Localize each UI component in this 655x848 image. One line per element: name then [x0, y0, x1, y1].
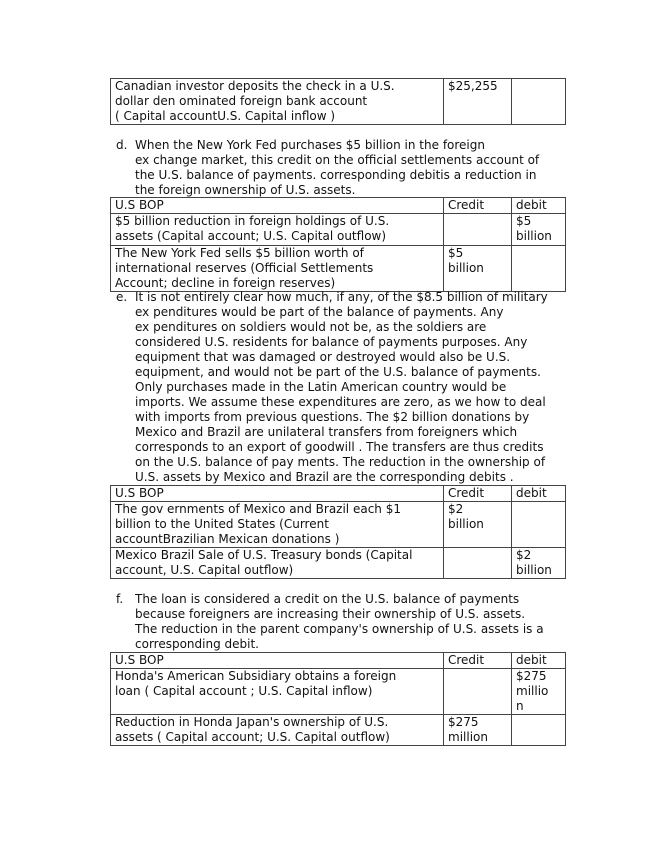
text-line: assets (Capital account; U.S. Capital outflow): [115, 229, 387, 243]
text-line: Credit: [448, 653, 485, 667]
text-line: corresponding debit.: [135, 637, 259, 651]
text-line: It is not entirely clear how much, if any, of the $8.5 billion of military: [135, 290, 548, 304]
paragraph-body: [135, 138, 539, 198]
paragraph-body: [135, 290, 548, 485]
debit-cell: [512, 486, 566, 502]
desc-cell: [111, 214, 444, 246]
text-line: ( Capital accountU.S. Capital inflow ): [115, 109, 336, 123]
text-line: the foreign ownership of U.S. assets.: [135, 183, 356, 197]
debit-cell: [512, 214, 566, 246]
list-marker: f.: [116, 592, 124, 606]
text-line: debit: [516, 486, 547, 500]
text-line: millio: [516, 684, 549, 698]
text-line: corresponds to an export of goodwill . The transfers are thus credits: [135, 440, 544, 454]
paragraph-body: [135, 592, 544, 652]
text-line: debit: [516, 198, 547, 212]
text-line: n: [516, 699, 524, 713]
text-line: Only purchases made in the Latin American country would be: [135, 380, 507, 394]
text-line: Credit: [448, 486, 485, 500]
bop-table-e: [110, 485, 566, 579]
desc-cell: [111, 715, 444, 746]
text-line: with imports from previous questions. The $2 billion donations by: [135, 410, 530, 424]
text-line: imports. We assume these expenditures are zero, as we how to deal: [135, 395, 546, 409]
text-line: $2: [448, 502, 464, 516]
debit-cell: [512, 669, 566, 715]
table-row: [111, 715, 566, 746]
paragraph-f: [116, 592, 544, 652]
text-line: because foreigners are increasing their ownership of U.S. assets.: [135, 607, 526, 621]
bop-table-d: [110, 197, 566, 292]
text-line: dollar den ominated foreign bank account: [115, 94, 368, 108]
text-line: international reserves (Official Settlements: [115, 261, 374, 275]
text-line: loan ( Capital account ; U.S. Capital inflow): [115, 684, 373, 698]
text-line: on the U.S. balance of pay ments. The reduction in the ownership of: [135, 455, 546, 469]
debit-cell: [512, 79, 566, 125]
desc-cell: [111, 486, 444, 502]
text-line: billion: [448, 261, 484, 275]
debit-cell: [512, 198, 566, 214]
header-row: [111, 198, 566, 214]
text-line: Canadian investor deposits the check in a U.S.: [115, 79, 395, 93]
text-line: $25,255: [448, 79, 498, 93]
credit-cell: [444, 653, 512, 669]
text-line: ex penditures would be part of the balance of payments. Any: [135, 305, 504, 319]
text-line: U.S BOP: [115, 653, 164, 667]
text-line: billion: [448, 517, 484, 531]
text-line: billion: [516, 229, 552, 243]
text-line: million: [448, 730, 488, 744]
paragraph-e: [116, 290, 548, 485]
text-line: assets ( Capital account; U.S. Capital outflow): [115, 730, 390, 744]
text-line: Credit: [448, 198, 485, 212]
text-line: equipment, and would not be part of the U.S. balance of payments.: [135, 365, 541, 379]
debit-cell: [512, 246, 566, 292]
bop-table-f: [110, 652, 566, 746]
desc-cell: [111, 246, 444, 292]
credit-cell: [444, 669, 512, 715]
header-row: [111, 653, 566, 669]
debit-cell: [512, 548, 566, 579]
credit-cell: [444, 486, 512, 502]
credit-cell: [444, 502, 512, 548]
text-line: Account; decline in foreign reserves): [115, 276, 336, 290]
text-line: The gov ernments of Mexico and Brazil each $1: [115, 502, 401, 516]
text-line: The loan is considered a credit on the U.S. balance of payments: [135, 592, 520, 606]
table-row: [111, 246, 566, 292]
desc-cell: [111, 653, 444, 669]
text-line: $5 billion reduction in foreign holdings of U.S.: [115, 214, 390, 228]
paragraph-d: [116, 138, 539, 198]
credit-cell: [444, 79, 512, 125]
credit-cell: [444, 198, 512, 214]
list-marker: e.: [116, 290, 128, 304]
text-line: $2: [516, 548, 532, 562]
table-row: [111, 79, 566, 125]
desc-cell: [111, 79, 444, 125]
text-line: accountBrazilian Mexican donations ): [115, 532, 340, 546]
table-row: [111, 548, 566, 579]
debit-cell: [512, 715, 566, 746]
credit-cell: [444, 715, 512, 746]
debit-cell: [512, 653, 566, 669]
credit-cell: [444, 246, 512, 292]
bop-table-c: [110, 78, 566, 125]
text-line: $275: [516, 669, 547, 683]
text-line: The reduction in the parent company's ownership of U.S. assets is a: [135, 622, 544, 636]
text-line: considered U.S. residents for balance of payments purposes. Any: [135, 335, 528, 349]
text-line: ex penditures on soldiers would not be, as the soldiers are: [135, 320, 487, 334]
text-line: $275: [448, 715, 479, 729]
table-row: [111, 502, 566, 548]
table-row: [111, 669, 566, 715]
text-line: the U.S. balance of payments. corresponding debitis a reduction in: [135, 168, 537, 182]
text-line: U.S BOP: [115, 486, 164, 500]
text-line: U.S. assets by Mexico and Brazil are the corresponding debits .: [135, 470, 514, 484]
text-line: account, U.S. Capital outflow): [115, 563, 294, 577]
credit-cell: [444, 548, 512, 579]
text-line: When the New York Fed purchases $5 billion in the foreign: [135, 138, 485, 152]
text-line: $5: [448, 246, 464, 260]
desc-cell: [111, 669, 444, 715]
text-line: Honda's American Subsidiary obtains a foreign: [115, 669, 397, 683]
desc-cell: [111, 198, 444, 214]
desc-cell: [111, 502, 444, 548]
desc-cell: [111, 548, 444, 579]
debit-cell: [512, 502, 566, 548]
text-line: $5: [516, 214, 532, 228]
text-line: debit: [516, 653, 547, 667]
text-line: Mexico Brazil Sale of U.S. Treasury bonds (Capital: [115, 548, 413, 562]
text-line: equipment that was damaged or destroyed would also be U.S.: [135, 350, 511, 364]
text-line: U.S BOP: [115, 198, 164, 212]
text-line: billion: [516, 563, 552, 577]
table-row: [111, 214, 566, 246]
text-line: billion to the United States (Current: [115, 517, 329, 531]
text-line: Reduction in Honda Japan's ownership of U.S.: [115, 715, 389, 729]
credit-cell: [444, 214, 512, 246]
list-marker: d.: [116, 138, 128, 152]
text-line: Mexico and Brazil are unilateral transfers from foreigners which: [135, 425, 518, 439]
text-line: ex change market, this credit on the official settlements account of: [135, 153, 540, 167]
header-row: [111, 486, 566, 502]
text-line: The New York Fed sells $5 billion worth of: [115, 246, 364, 260]
